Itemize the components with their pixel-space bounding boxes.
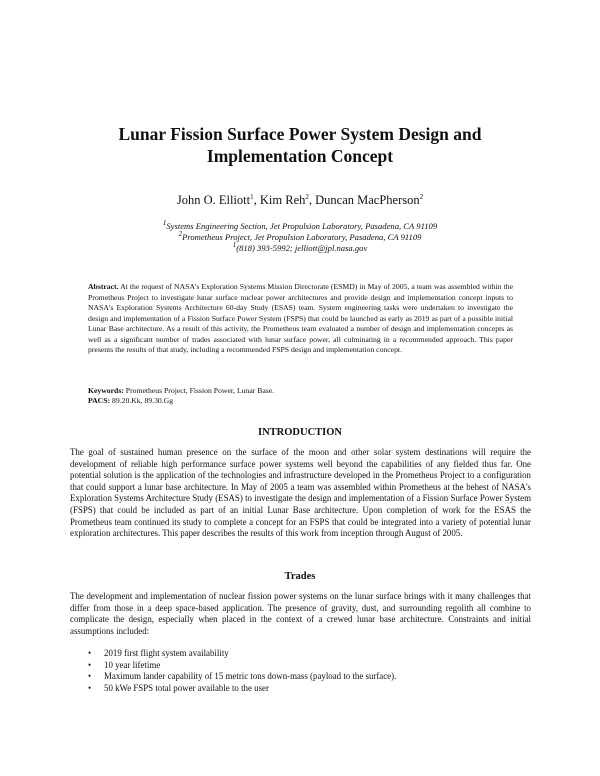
- trades-heading: Trades: [284, 571, 316, 582]
- abstract-text: At the request of NASA's Exploration Systems Mission Directorate (ESMD) in May of 2005, a team was assembled within the Prometheus Project to investigate lunar surface nuclear power architectures and provide design and implementation concept inputs to NASA's Exploration Systems Architecture 60-day Study (ESAS) team. System engineering tasks were undertaken to investigate the design and implementation of a Fission Surface Power System (FSPS) that could be launched as early as 2019 as part of a possible initial Lunar Base architecture. As a result of this activity, the Prometheus team evaluated a number of design and implementation concepts as well as a significant number of trades associated with lunar surface power, all culminating in a recommended approach. This paper presents the results of that study, including a recommended FSPS design and implementation concept.: [88, 282, 514, 354]
- pacs-label: PACS:: [88, 396, 111, 405]
- list-item: [70, 671, 531, 683]
- abstract: [88, 282, 513, 356]
- affiliation-text: Prometheus Project, Jet Propulsion Laboratory, Pasadena, CA 91109: [182, 232, 422, 242]
- bullet-icon: •: [88, 682, 92, 693]
- bullet-icon: •: [88, 648, 92, 658]
- affil-mark: 2: [178, 230, 183, 239]
- contact-text: (818) 393-5992; jelliott@jpl.nasa.gov: [236, 243, 368, 253]
- author-list: [0, 192, 600, 208]
- author-affil-mark: 2: [419, 192, 424, 201]
- keywords: [88, 386, 513, 397]
- introduction-heading: INTRODUCTION: [257, 427, 342, 438]
- keywords-label: Keywords:: [88, 386, 124, 395]
- list-item: [70, 648, 531, 660]
- affiliation-text: Systems Engineering Section, Jet Propulsion Laboratory, Pasadena, CA 91109: [166, 221, 438, 231]
- author-affil-mark: 1: [250, 192, 254, 201]
- trades-paragraph: The development and implementation of nuclear fission power systems on the lunar surface brings with it many challenges that differ from those in a deep space-based application. The presence of gravity, dust, and surrounding regolith all combine to complicate the design, especially when placed in the context of a crewed lunar base architecture. Constraints and initial assumptions included:: [70, 591, 531, 636]
- affil-mark: 1: [232, 241, 237, 250]
- contact-line: [0, 243, 600, 254]
- paper-title: [0, 123, 600, 167]
- bullet-icon: •: [88, 659, 92, 670]
- affiliations: [0, 221, 600, 254]
- author-name: Duncan MacPherson: [315, 193, 420, 207]
- author-affil-mark: 2: [305, 192, 309, 201]
- author-separator: ,: [308, 193, 316, 207]
- author-name: Kim Reh: [259, 193, 306, 207]
- abstract-label: Abstract.: [88, 282, 119, 291]
- list-item-text: 10 year lifetime: [104, 659, 161, 670]
- constraints-list: [70, 648, 531, 694]
- author-name: John O. Elliott: [176, 193, 251, 207]
- list-item: [70, 660, 531, 672]
- bullet-icon: •: [88, 671, 92, 682]
- introduction-paragraph: The goal of sustained human presence on the surface of the moon and other solar system destinations will require the development of reliable high performance surface power systems well beyond the capabilities of any fielded thus far. One potential solution is the application of the technologies and infrastructure developed in the Prometheus Project to a configuration that could support a lunar base architecture. In May of 2005 a team was assembled within Prometheus at the behest of NASA's Exploration Systems Architecture Study (ESAS) to investigate the design and implementation of a Fission Surface Power System (FSPS) that could be included as part of an initial Lunar Base architecture. Upon completion of work for the ESAS the Prometheus team continued its study to complete a concept for an FSPS that could be integrated into a variety of potential lunar exploration architectures. This paper describes the results of this work from inception through August of 2005.: [70, 447, 531, 539]
- keywords-text: Prometheus Project, Fission Power, Lunar Base.: [125, 386, 275, 395]
- title-line-2: Implementation Concept: [206, 146, 394, 166]
- affiliation-line: [0, 232, 600, 243]
- pacs-text: 89.20.Kk, 89.30.Gg: [112, 396, 174, 405]
- title-line-1: Lunar Fission Surface Power System Design and: [118, 124, 482, 144]
- list-item-text: Maximum lander capability of 15 metric tons down-mass (payload to the surface).: [104, 671, 397, 682]
- affiliation-line: [0, 221, 600, 232]
- author-separator: ,: [253, 193, 260, 207]
- pacs: [88, 396, 513, 407]
- list-item-text: 2019 first flight system availability: [104, 648, 229, 658]
- list-item: [70, 683, 531, 695]
- list-item-text: 50 kWe FSPS total power available to the user: [104, 682, 269, 693]
- affil-mark: 1: [162, 219, 167, 228]
